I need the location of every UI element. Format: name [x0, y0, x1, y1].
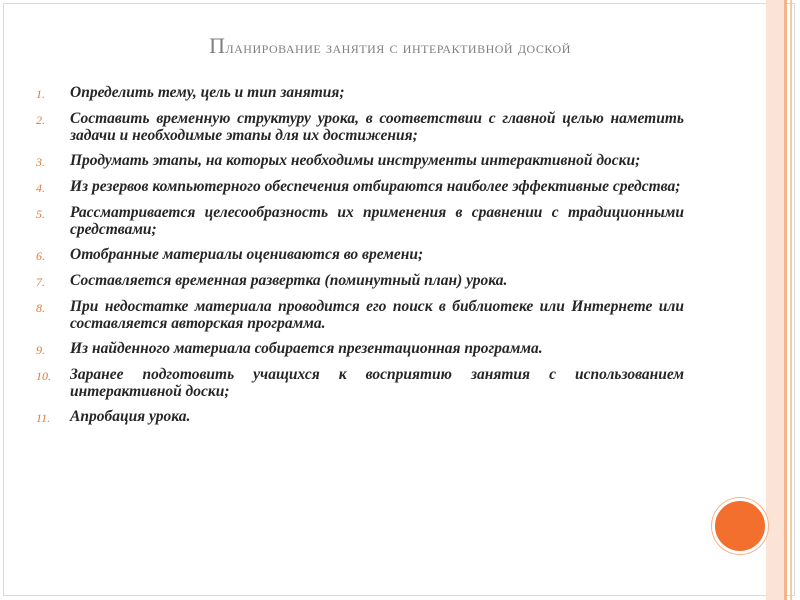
item-text: Заранее подготовить учащихся к восприятию занятия с использованием интерактивной доски; [70, 366, 684, 400]
item-number: 8. [36, 301, 45, 315]
item-number: 4. [36, 181, 45, 195]
item-text: Из найденного материала собирается презентационная программа. [70, 340, 543, 357]
item-number: 10. [36, 369, 51, 383]
item-text: Составить временную структуру урока, в соответствии с главной целью наметить задачи и необходимые этапы для их достижения; [70, 110, 684, 144]
list-item [36, 298, 684, 332]
item-text: Рассматривается целесообразность их применения в сравнении с традиционными средствами; [70, 204, 684, 238]
list-item [36, 408, 684, 426]
list-item [36, 340, 684, 358]
item-number: 5. [36, 207, 45, 221]
item-number: 1. [36, 87, 45, 101]
item-text: Из резервов компьютерного обеспечения отбираются наиболее эффективные средства; [70, 178, 681, 195]
decorative-circle [712, 498, 768, 554]
title-rest: ланирование занятия с интерактивной доской [225, 38, 571, 57]
steps-list [36, 84, 684, 434]
decorative-stripe [766, 0, 784, 600]
list-item [36, 84, 684, 102]
item-text: Определить тему, цель и тип занятия; [70, 84, 345, 101]
item-number: 9. [36, 343, 45, 357]
item-number: 6. [36, 249, 45, 263]
item-text: Отобранные материалы оцениваются во времени; [70, 246, 424, 263]
list-item [36, 246, 684, 264]
item-text: При недостатке материала проводится его поиск в библиотеке или Интернете или составляется авторская программа. [70, 298, 684, 332]
item-number: 11. [36, 411, 51, 425]
list-item [36, 272, 684, 290]
list-item [36, 110, 684, 144]
decorative-stripe-line [784, 0, 787, 600]
slide-title [60, 33, 720, 59]
list-item [36, 152, 684, 170]
decorative-stripe-line [790, 0, 792, 600]
title-first-letter: П [209, 33, 226, 58]
list-item [36, 366, 684, 400]
list-item [36, 178, 684, 196]
item-text: Продумать этапы, на которых необходимы инструменты интерактивной доски; [70, 152, 641, 169]
item-number: 2. [36, 113, 45, 127]
item-number: 3. [36, 155, 45, 169]
item-number: 7. [36, 275, 45, 289]
item-text: Апробация урока. [70, 408, 191, 425]
list-item [36, 204, 684, 238]
item-text: Составляется временная развертка (поминутный план) урока. [70, 272, 508, 289]
